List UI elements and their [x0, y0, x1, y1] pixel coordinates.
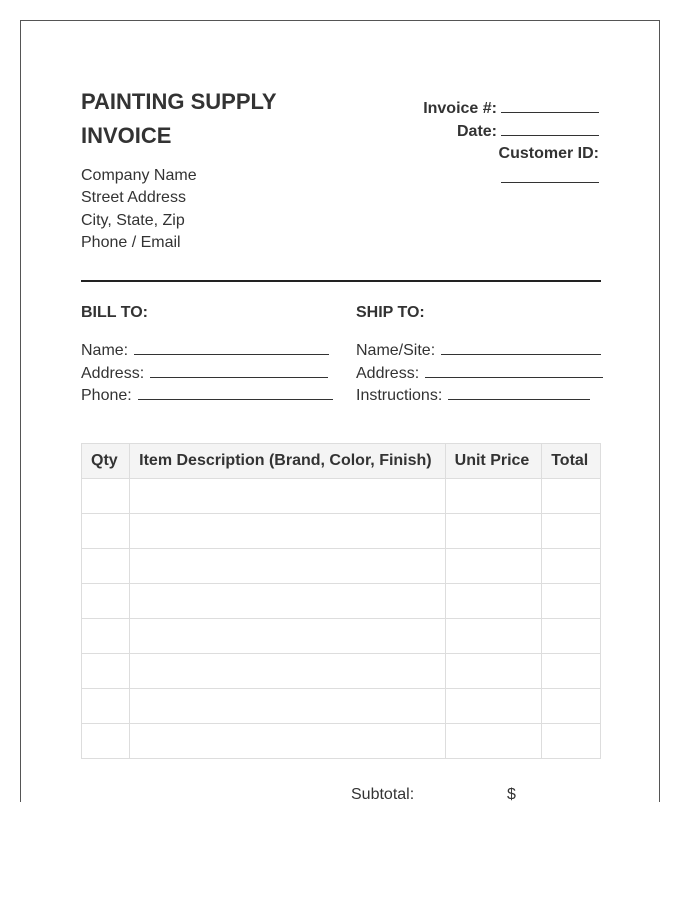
unit-price-cell[interactable]: [445, 724, 542, 759]
bill-address-field[interactable]: [150, 363, 328, 378]
date-label: Date:: [456, 122, 497, 140]
unit-price-cell[interactable]: [445, 654, 542, 689]
items-body: [82, 479, 601, 759]
bill-name-row: [81, 340, 333, 363]
qty-cell[interactable]: [82, 549, 130, 584]
qty-cell[interactable]: [82, 654, 130, 689]
bill-name-label: Name:: [81, 342, 129, 359]
total-cell[interactable]: [542, 584, 601, 619]
table-row: [82, 689, 601, 724]
unit-price-cell[interactable]: [445, 689, 542, 724]
ship-address-label: Address:: [356, 364, 420, 382]
invoice-title-line1: PAINTING SUPPLY: [81, 89, 277, 114]
table-row: [82, 584, 601, 619]
total-cell[interactable]: [542, 514, 601, 549]
date-row: [423, 121, 599, 144]
company-street: Street Address: [81, 189, 186, 207]
bill-phone-field[interactable]: [138, 385, 333, 400]
qty-cell[interactable]: [82, 724, 130, 759]
qty-cell[interactable]: [82, 584, 130, 619]
qty-cell[interactable]: [82, 479, 130, 514]
subtotal-value: $: [507, 786, 516, 802]
description-cell[interactable]: [130, 689, 445, 724]
unit-price-cell[interactable]: [445, 584, 542, 619]
company-city: City, State, Zip: [81, 211, 185, 229]
table-row: [82, 724, 601, 759]
customer-id-row: [423, 143, 599, 166]
table-row: [82, 549, 601, 584]
qty-cell[interactable]: [82, 514, 130, 549]
customer-id-field-row: [423, 168, 599, 191]
qty-cell[interactable]: [82, 689, 130, 724]
header-divider: [81, 280, 601, 282]
ship-address-field[interactable]: [425, 363, 603, 378]
table-row: [82, 619, 601, 654]
invoice-number-field[interactable]: [501, 98, 599, 113]
company-contact: Phone / Email: [81, 233, 181, 251]
unit-price-cell[interactable]: [445, 549, 542, 584]
company-name: Company Name: [81, 167, 197, 184]
bill-phone-row: [81, 385, 333, 408]
company-info: [81, 165, 197, 254]
bill-address-label: Address:: [81, 364, 145, 382]
qty-cell[interactable]: [82, 619, 130, 654]
bill-phone-label: Phone:: [81, 387, 132, 404]
description-header: Item Description (Brand, Color, Finish): [130, 444, 445, 479]
total-cell[interactable]: [542, 689, 601, 724]
bill-to-heading: BILL TO:: [81, 304, 148, 321]
unit-price-cell[interactable]: [445, 514, 542, 549]
subtotal-label: Subtotal:: [351, 786, 415, 802]
total-header: Total: [542, 444, 601, 479]
invoice-page: [20, 20, 660, 802]
date-field[interactable]: [501, 121, 599, 136]
items-table: [81, 443, 601, 759]
description-cell[interactable]: [130, 654, 445, 689]
ship-instructions-field[interactable]: [448, 385, 590, 400]
total-cell[interactable]: [542, 479, 601, 514]
description-cell[interactable]: [130, 584, 445, 619]
description-cell[interactable]: [130, 549, 445, 584]
ship-address-row: [356, 363, 603, 386]
invoice-number-row: [423, 98, 599, 121]
ship-site-row: [356, 340, 603, 363]
description-cell[interactable]: [130, 479, 445, 514]
unit-price-cell[interactable]: [445, 479, 542, 514]
ship-to-fields: [356, 340, 603, 408]
customer-id-label: Customer ID:: [498, 145, 599, 162]
description-cell[interactable]: [130, 724, 445, 759]
table-row: [82, 514, 601, 549]
table-row: [82, 654, 601, 689]
invoice-title-line2: INVOICE: [81, 123, 172, 148]
bill-address-row: [81, 363, 333, 386]
ship-instructions-row: [356, 385, 603, 408]
ship-to-heading: SHIP TO:: [356, 304, 425, 321]
description-cell[interactable]: [130, 619, 445, 654]
invoice-number-label: Invoice #:: [423, 100, 497, 117]
description-cell[interactable]: [130, 514, 445, 549]
total-cell[interactable]: [542, 549, 601, 584]
total-cell[interactable]: [542, 654, 601, 689]
ship-instructions-label: Instructions:: [356, 387, 443, 404]
ship-site-label: Name/Site:: [356, 342, 436, 359]
unit-price-cell[interactable]: [445, 619, 542, 654]
table-row: [82, 479, 601, 514]
invoice-meta: [423, 98, 599, 190]
ship-site-field[interactable]: [441, 340, 601, 355]
total-cell[interactable]: [542, 724, 601, 759]
bill-name-field[interactable]: [134, 340, 329, 355]
customer-id-field[interactable]: [501, 168, 599, 183]
bill-to-fields: [81, 340, 333, 408]
items-header-row: [82, 444, 601, 479]
qty-header: Qty: [82, 444, 130, 479]
unit-price-header: Unit Price: [445, 444, 542, 479]
total-cell[interactable]: [542, 619, 601, 654]
invoice-title: [81, 85, 277, 153]
